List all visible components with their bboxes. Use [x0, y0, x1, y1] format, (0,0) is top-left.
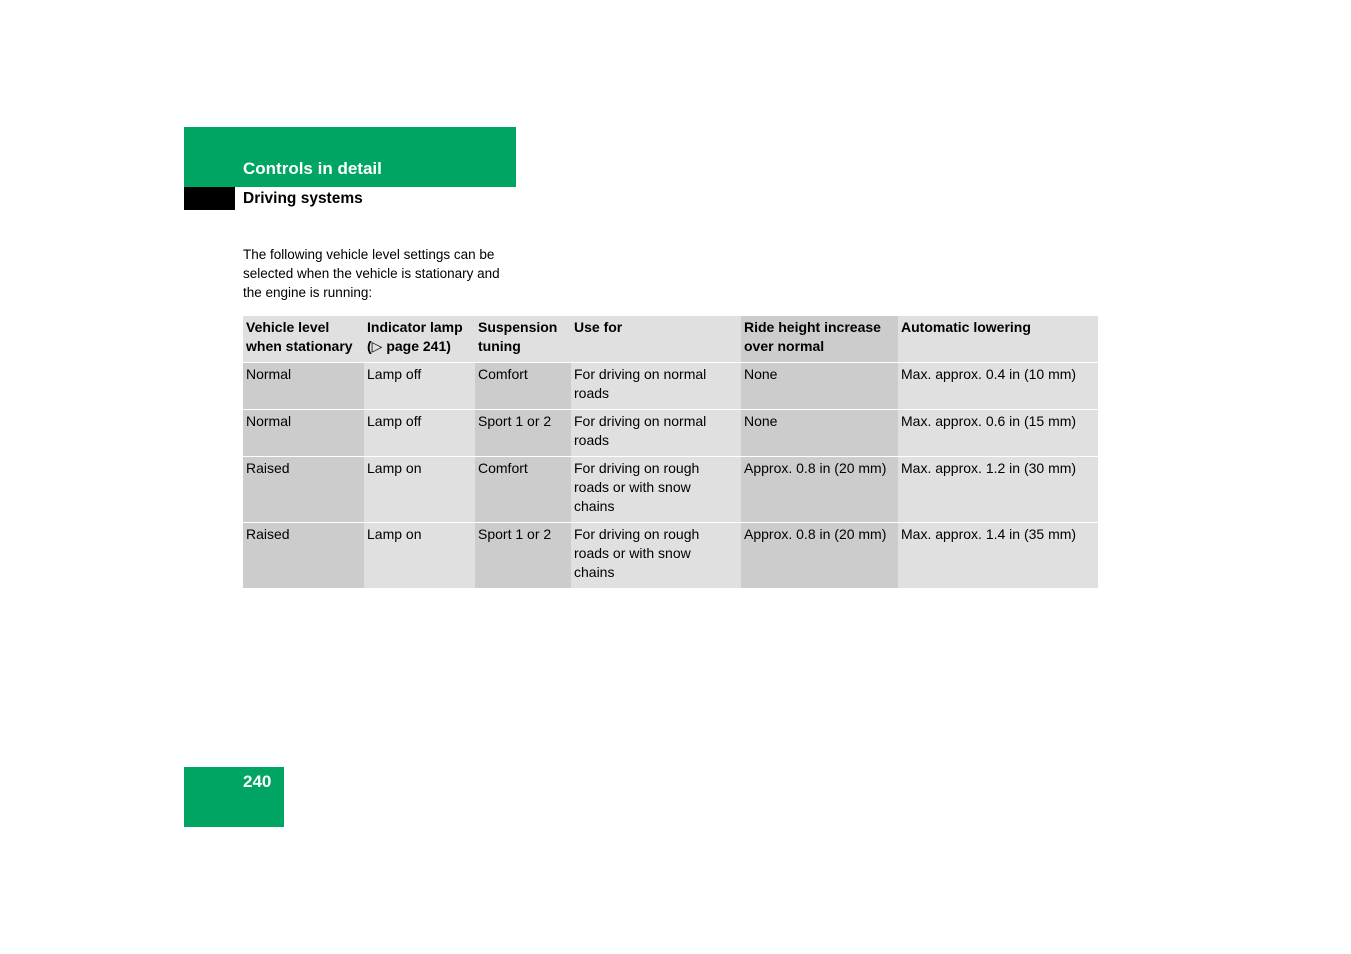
- cell-use-for: For driving on rough roads or with snow chains: [571, 523, 741, 589]
- table-header-row: [243, 316, 1098, 363]
- cell-automatic-lowering: Max. approx. 1.2 in (30 mm): [898, 457, 1098, 523]
- cell-use-for: For driving on rough roads or with snow chains: [571, 457, 741, 523]
- cell-automatic-lowering: Max. approx. 0.4 in (10 mm): [898, 363, 1098, 410]
- cell-indicator-lamp: Lamp on: [364, 523, 475, 589]
- subsection-title: Driving systems: [243, 190, 363, 207]
- intro-line: the engine is running:: [243, 285, 373, 300]
- intro-line: The following vehicle level settings can be: [243, 247, 495, 262]
- cell-vehicle-level: Normal: [243, 363, 364, 410]
- cell-indicator-lamp: Lamp off: [364, 363, 475, 410]
- cell-vehicle-level: Raised: [243, 523, 364, 589]
- table-row: [243, 410, 1098, 457]
- cell-indicator-lamp: Lamp on: [364, 457, 475, 523]
- column-header-use-for: Use for: [571, 316, 741, 363]
- cell-suspension-tuning: Comfort: [475, 363, 571, 410]
- cell-automatic-lowering: Max. approx. 0.6 in (15 mm): [898, 410, 1098, 457]
- intro-paragraph: [243, 245, 533, 302]
- cell-vehicle-level: Normal: [243, 410, 364, 457]
- cell-suspension-tuning: Comfort: [475, 457, 571, 523]
- cell-indicator-lamp: Lamp off: [364, 410, 475, 457]
- table-row: [243, 363, 1098, 410]
- cell-use-for: For driving on normal roads: [571, 410, 741, 457]
- cell-use-for: For driving on normal roads: [571, 363, 741, 410]
- section-marker: [184, 187, 235, 210]
- column-header-ride-height: Ride height increase over normal: [741, 316, 898, 363]
- vehicle-level-table: [243, 316, 1098, 588]
- cell-automatic-lowering: Max. approx. 1.4 in (35 mm): [898, 523, 1098, 589]
- cell-ride-height: None: [741, 363, 898, 410]
- table-row: [243, 523, 1098, 589]
- intro-line: selected when the vehicle is stationary and: [243, 266, 500, 281]
- column-header-vehicle-level: Vehicle level when stationary: [243, 316, 364, 363]
- page-number: 240: [243, 772, 272, 791]
- cell-ride-height: Approx. 0.8 in (20 mm): [741, 457, 898, 523]
- cell-vehicle-level: Raised: [243, 457, 364, 523]
- cell-suspension-tuning: Sport 1 or 2: [475, 523, 571, 589]
- section-title: Controls in detail: [243, 159, 382, 178]
- cell-ride-height: Approx. 0.8 in (20 mm): [741, 523, 898, 589]
- column-header-suspension-tuning: Suspension tuning: [475, 316, 571, 363]
- column-header-automatic-lowering: Automatic lowering: [898, 316, 1098, 363]
- table-row: [243, 457, 1098, 523]
- column-header-indicator-lamp: Indicator lamp (▷ page 241): [364, 316, 475, 363]
- cell-suspension-tuning: Sport 1 or 2: [475, 410, 571, 457]
- cell-ride-height: None: [741, 410, 898, 457]
